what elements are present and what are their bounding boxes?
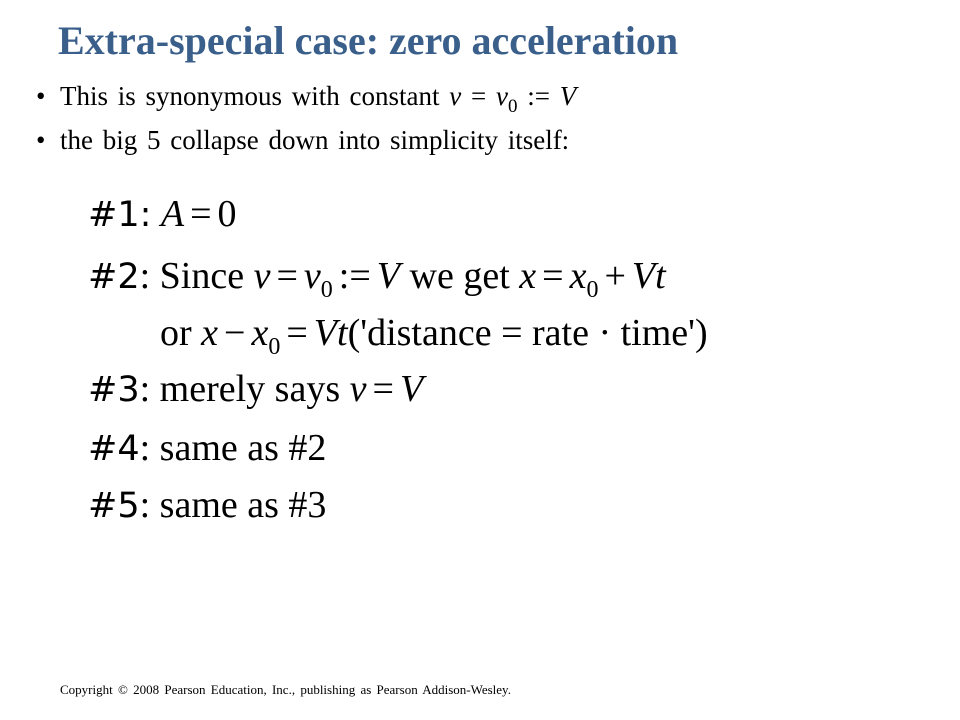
math-minus: −	[224, 312, 246, 354]
math-equals: =	[542, 255, 564, 297]
math-V: V	[376, 255, 401, 297]
math-x0: x	[251, 312, 269, 354]
math-v: v	[449, 81, 462, 111]
equation-colon: :	[139, 427, 151, 469]
equation-text: Since	[159, 255, 245, 297]
bullet-dot: •	[36, 81, 46, 111]
equation-label: #3	[88, 370, 140, 410]
equation-label: #2	[88, 257, 140, 297]
math-assign: :=	[338, 255, 371, 297]
math-V: V	[559, 81, 577, 111]
bullet-item	[36, 76, 576, 120]
equation-text: or	[160, 312, 192, 354]
math-plus: +	[604, 255, 626, 297]
slide-title: Extra-special case: zero acceleration	[58, 18, 679, 63]
equation-label: #4	[88, 429, 140, 469]
equation-1	[88, 192, 237, 236]
math-x: x	[519, 255, 537, 297]
math-equals: =	[372, 368, 394, 410]
equation-3	[88, 367, 423, 411]
math-equals: =	[471, 81, 487, 111]
bullet-item	[36, 120, 576, 160]
math-v: v	[349, 368, 367, 410]
bullet-list	[36, 76, 576, 160]
equation-colon: :	[139, 368, 151, 410]
math-subscript: 0	[586, 277, 599, 303]
math-v0: v	[495, 81, 508, 111]
equation-text: same as #3	[159, 484, 327, 526]
math-v: v	[253, 255, 271, 297]
math-V: V	[399, 368, 424, 410]
equation-label: #1:	[88, 195, 152, 235]
math-subscript: 0	[507, 96, 518, 117]
equation-2	[88, 254, 666, 303]
equation-5	[88, 483, 326, 527]
equation-label: #5	[88, 486, 140, 526]
math-A: A	[160, 193, 185, 235]
math-Vt: Vt	[631, 255, 666, 297]
math-x0: x	[569, 255, 587, 297]
equation-colon: :	[139, 484, 151, 526]
bullet-text: the big 5 collapse down into simplicity itself:	[60, 125, 570, 155]
equation-text: same as #2	[159, 427, 327, 469]
equation-text: merely says	[159, 368, 341, 410]
math-zero: 0	[217, 193, 237, 235]
equation-quote: ('distance = rate · time')	[347, 312, 708, 354]
equation-2-alternate	[160, 311, 708, 360]
equation-4	[88, 426, 326, 470]
math-equals: =	[276, 255, 298, 297]
equation-colon: :	[139, 255, 151, 297]
math-subscript: 0	[268, 334, 281, 360]
math-Vt: Vt	[313, 312, 348, 354]
math-v0: v	[303, 255, 321, 297]
math-subscript: 0	[320, 277, 333, 303]
equation-text: we get	[409, 255, 510, 297]
copyright-footer: Copyright © 2008 Pearson Education, Inc., publishing as Pearson Addison-Wesley.	[60, 682, 511, 697]
math-x: x	[201, 312, 219, 354]
math-equals: =	[190, 193, 212, 235]
bullet-dot: •	[36, 125, 46, 155]
math-equals: =	[286, 312, 308, 354]
bullet-text: This is synonymous with constant	[60, 81, 440, 111]
math-assign: :=	[527, 81, 550, 111]
